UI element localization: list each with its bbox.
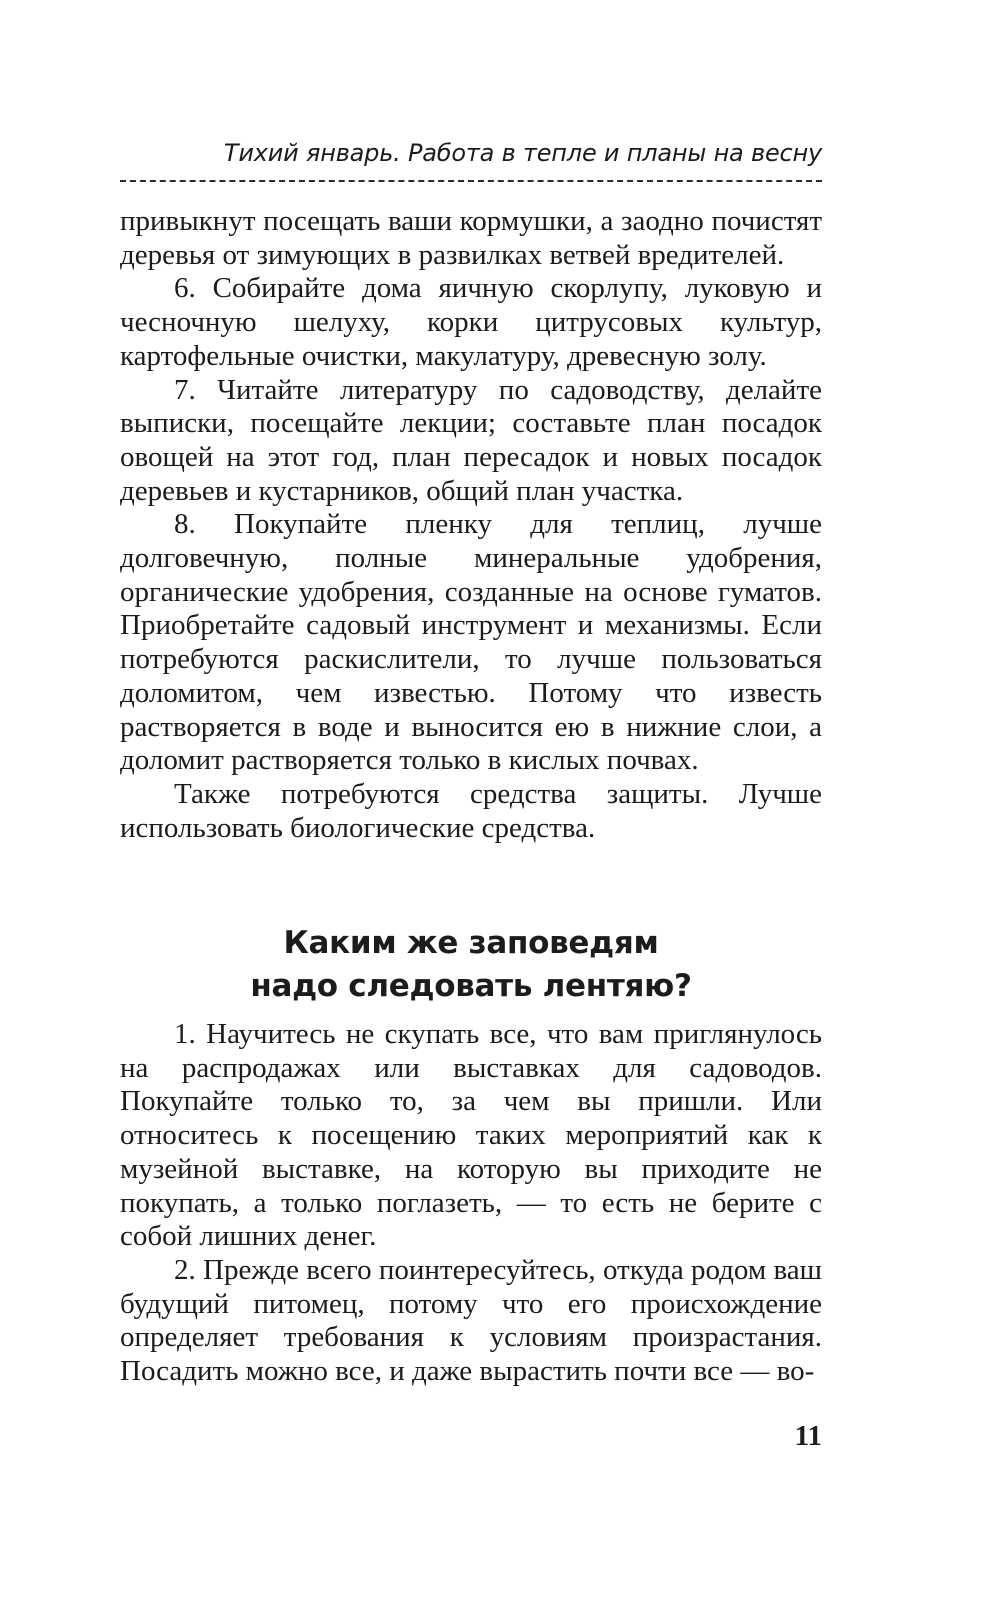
paragraph-item-7: 7. Читайте литературу по садоводству, делайте выписки, посещайте лекции; составьте план посадок овощей на этот год, план пересадок и новых посадок деревьев и кустарников, общий план участка. — [120, 373, 822, 507]
header-divider — [120, 180, 822, 182]
paragraph-continuation: привыкнут посещать ваши кормушки, а заодно почистят деревья от зимующих в развилках ветвей вредителей. — [120, 205, 822, 271]
paragraph-rule-1: 1. Научитесь не скупать все, что вам приглянулось на распродажах или выставках для садоводов. Покупайте только то, за чем вы пришли. Или относитесь к посещению таких мероприятий как к музейной выставке, на которую вы приходите не покупать, а только поглазеть, — то есть не берите с собой лишних денег. — [120, 1018, 822, 1253]
paragraph-protection: Также потребуются средства защиты. Лучше использовать биологические средства. — [120, 777, 822, 844]
section-heading — [120, 922, 822, 1008]
page-number: 11 — [794, 1420, 822, 1452]
body-text-upper — [120, 205, 822, 845]
paragraph-item-6: 6. Собирайте дома яичную скорлупу, луковую и чесночную шелуху, корки цитрусовых культур, картофельные очистки, макулатуру, древесную золу. — [120, 272, 822, 372]
section-heading-line-1: Каким же заповедям — [283, 925, 659, 961]
paragraph-rule-2: 2. Прежде всего поинтересуйтесь, откуда родом ваш будущий питомец, потому что его происхождение определяет требования к условиям произрастания. Посадить можно все, и даже вырастить почти все — во- — [120, 1253, 822, 1388]
paragraph-item-8: 8. Покупайте пленку для теплиц, лучше долговечную, полные минеральные удобрения, органические удобрения, созданные на основе гуматов. Приобретайте садовый инструмент и механизмы. Если потребуются раскислители, то лучше пользоваться доломитом, чем известью. Потому что известь растворяется в воде и выносится ею в нижние слои, а доломит растворяется только в кислых почвах. — [120, 508, 822, 777]
running-header: Тихий январь. Работа в тепле и планы на весну — [223, 139, 822, 167]
body-text-lower — [120, 1018, 822, 1389]
section-heading-line-2: надо следовать лентяю? — [250, 968, 692, 1004]
